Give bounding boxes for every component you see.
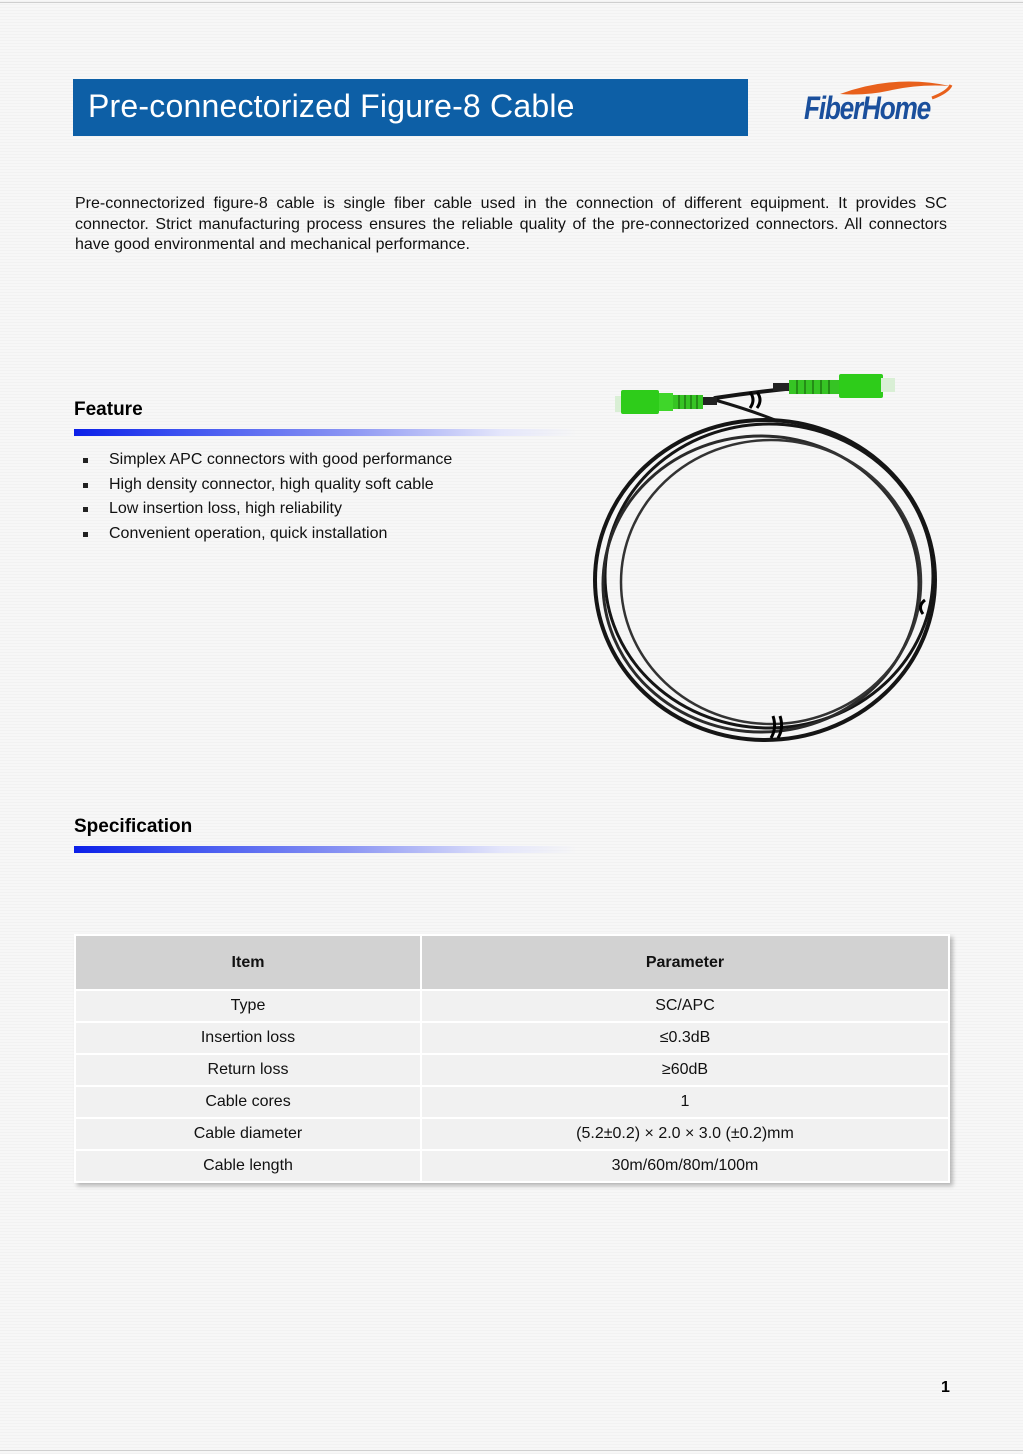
title-bar [73,79,748,136]
table-row [75,1086,949,1118]
table-cell: Insertion loss [75,1022,421,1054]
list-item: Low insertion loss, high reliability [80,498,452,523]
feature-heading: Feature [74,399,143,420]
intro-paragraph: Pre-connectorized figure-8 cable is single fiber cable used in the connection of different equipment. It provides SC connector. Strict manufacturing process ensures the reliable quality of the pre-connectorized connectors. All connectors have good environmental and mechanical performance. [75,195,947,253]
page-number: 1 [941,1379,950,1396]
table-cell: (5.2±0.2) × 2.0 × 3.0 (±0.2)mm [421,1118,949,1150]
specification-heading: Specification [74,816,193,837]
feature-list [80,449,452,548]
bottom-rule [0,1450,1023,1451]
column-header-parameter: Parameter [421,935,949,990]
table-cell: Cable diameter [75,1118,421,1150]
right-sc-connector [773,374,895,398]
table-cell: Cable cores [75,1086,421,1118]
column-header-item: Item [75,935,421,990]
left-sc-connector [615,390,717,414]
table-row [75,990,949,1022]
table-cell: 1 [421,1086,949,1118]
table-cell: 30m/60m/80m/100m [421,1150,949,1182]
top-rule [0,2,1023,3]
table-cell: ≤0.3dB [421,1022,949,1054]
cable-product-image [585,370,955,750]
table-header-row [75,935,949,990]
table-cell: Return loss [75,1054,421,1086]
feature-divider [74,429,577,436]
table-row [75,1022,949,1054]
table-row [75,1118,949,1150]
table-cell: SC/APC [421,990,949,1022]
table-row [75,1054,949,1086]
specification-divider [74,846,577,853]
fiberhome-logo [800,76,960,136]
list-item: Convenient operation, quick installation [80,523,452,548]
list-item: High density connector, high quality soft cable [80,474,452,499]
table-cell: Type [75,990,421,1022]
table-row [75,1150,949,1182]
logo-text: FiberHome [804,90,930,126]
page-title: Pre-connectorized Figure-8 Cable [88,88,575,124]
list-item: Simplex APC connectors with good performance [80,449,452,474]
specification-table [74,934,950,1183]
table-cell: ≥60dB [421,1054,949,1086]
table-cell: Cable length [75,1150,421,1182]
